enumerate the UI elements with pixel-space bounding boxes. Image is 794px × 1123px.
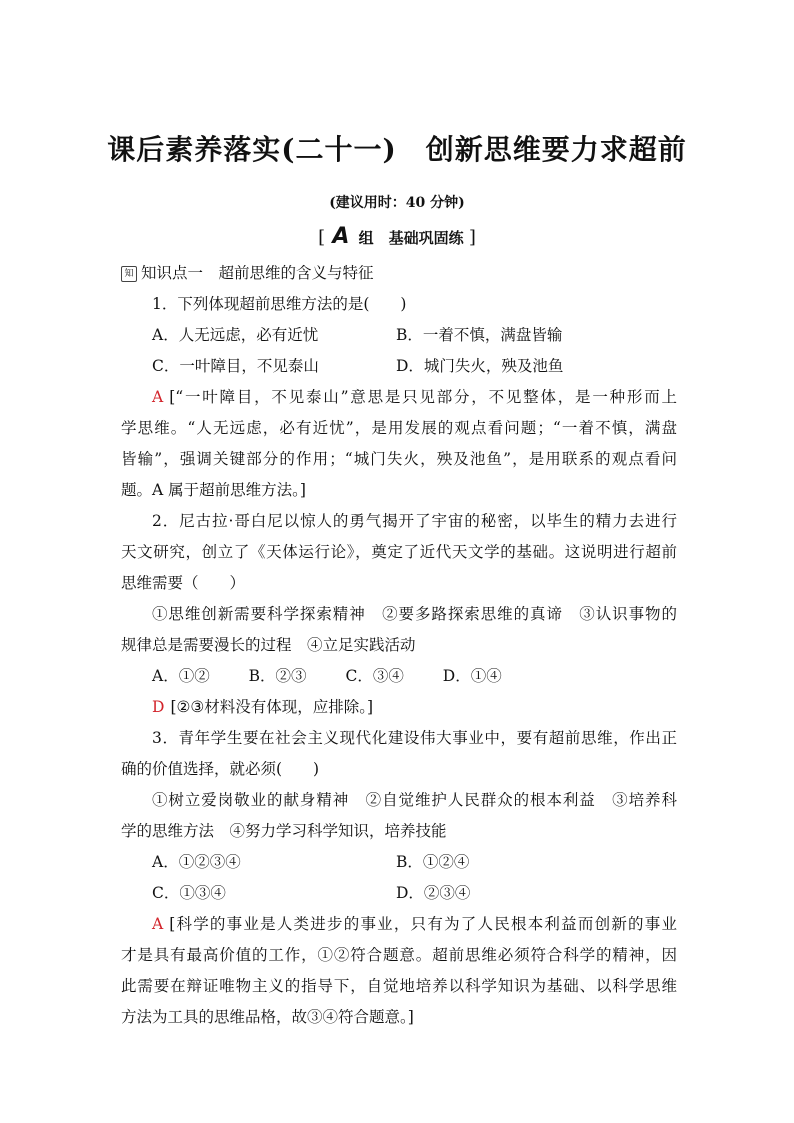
q3-stem-line: 确的价值选择，就必须( ): [121, 760, 320, 778]
q1-options-row-1: [121, 320, 677, 351]
q3-explanation-line: 才是具有最高价值的工作，①②符合题意。超前思维必须符合科学的精神，因: [121, 946, 677, 964]
q3-options-row-2: [121, 878, 677, 909]
q3-statement-line: ①树立爱岗敬业的献身精神 ②自觉维护人民群众的根本利益 ③培养科: [152, 791, 677, 809]
section-heading: [121, 258, 677, 289]
q1-answer: A: [152, 388, 164, 406]
q2-option-a: A．①②: [152, 667, 210, 685]
group-bracket-close: ]: [468, 227, 476, 248]
q2-option-b: B．②③: [248, 667, 307, 685]
q1-option-d: D．城门失火，殃及池鱼: [396, 357, 564, 375]
q3-option-d: D．②③④: [396, 884, 471, 902]
q2-explanation: D [②③材料没有体现，应排除。]: [152, 698, 374, 716]
q2-stem-line: 思维需要（ ）: [121, 574, 246, 592]
q1-explanation-line: A [“一叶障目，不见泰山”意思是只见部分，不见整体，是一种形而上: [152, 388, 677, 406]
group-label: 组 基础巩固练: [358, 229, 464, 247]
q1-explanation-line: 学思维。“人无远虑，必有近忧”，是用发展的观点看问题；“一着不慎，满盘: [121, 419, 677, 437]
q1-option-c: C．一叶障目，不见泰山: [152, 357, 319, 375]
q2-stem-line: 天文研究，创立了《天体运行论》，奠定了近代天文学的基础。这说明进行超前: [121, 543, 677, 561]
group-letter: A: [332, 224, 350, 249]
q3-statement-line: 学的思维方法 ④努力学习科学知识，培养技能: [121, 822, 447, 840]
q1-explanation-line: 题。A 属于超前思维方法。]: [121, 481, 306, 499]
q2-answer: D: [152, 698, 165, 716]
group-heading: [0, 224, 794, 249]
q1-option-b: B．一着不慎，满盘皆输: [396, 326, 563, 344]
q2-options: [121, 661, 677, 692]
q3-option-c: C．①③④: [152, 884, 226, 902]
q3-stem-line: 3．青年学生要在社会主义现代化建设伟大事业中，要有超前思维，作出正: [152, 729, 677, 747]
group-bracket-open: [: [318, 227, 326, 248]
q1-options-row-2: [121, 351, 677, 382]
q2-option-c: C．③④: [345, 667, 404, 685]
q3-explanation-line: 此需要在辩证唯物主义的指导下，自觉地培养以科学知识为基础、以科学思维: [121, 977, 677, 995]
q3-answer: A: [152, 915, 164, 933]
question-content: [121, 258, 677, 1033]
time-note: (建议用时：40 分钟): [329, 195, 465, 211]
q1-explanation-line: 皆输”，强调关键部分的作用；“城门失火，殃及池鱼”，是用联系的观点看问: [121, 450, 677, 468]
page-title: 课后素养落实(二十一) 创新思维要力求超前: [107, 133, 687, 166]
q3-option-a: A．①②③④: [152, 853, 241, 871]
q2-option-d: D．①④: [442, 667, 502, 685]
q1-option-a: A．人无远虑，必有近忧: [152, 326, 319, 344]
q3-explanation-line: A [科学的事业是人类进步的事业，只有为了人民根本利益而创新的事业: [152, 915, 677, 933]
q2-statement-line: 规律总是需要漫长的过程 ④立足实践活动: [121, 636, 416, 654]
knowledge-point-icon: 知: [121, 266, 137, 282]
q3-explanation-line: 方法为工具的思维品格，故③④符合题意。]: [121, 1008, 414, 1026]
q1-stem: 1．下列体现超前思维方法的是( ): [152, 295, 407, 313]
q2-stem-line: 2．尼古拉·哥白尼以惊人的勇气揭开了宇宙的秘密，以毕生的精力去进行: [152, 512, 677, 530]
q3-option-b: B．①②④: [396, 853, 470, 871]
q3-options-row-1: [121, 847, 677, 878]
section-label: 知识点一 超前思维的含义与特征: [141, 264, 374, 282]
q2-statement-line: ①思维创新需要科学探索精神 ②要多路探索思维的真谛 ③认识事物的: [152, 605, 677, 623]
